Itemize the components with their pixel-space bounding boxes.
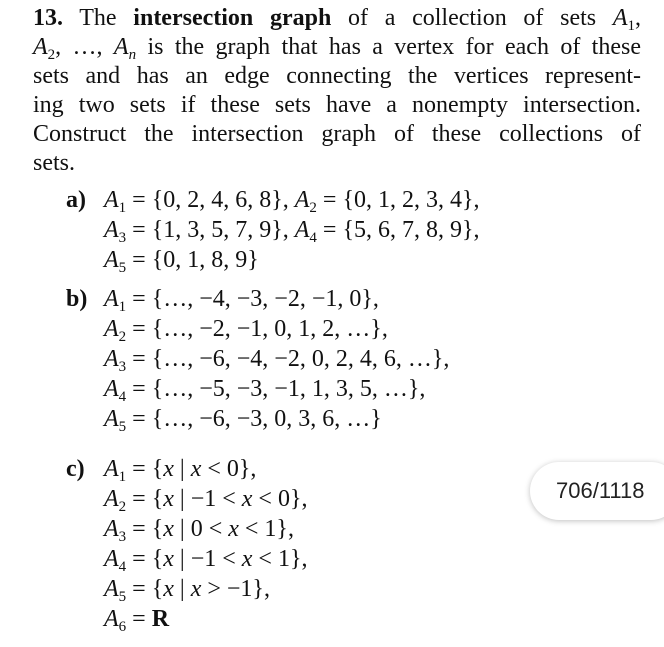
- part-a-line-2: $A_3 = \{1$, 3, 5, 7, 9}, $A_4 = \{5$, 6, 7, 8, 9},: [104, 217, 480, 246]
- problem-statement: [33, 4, 641, 178]
- problem-line-1: 13. The intersection graph of a collection of sets $A_1$,: [33, 5, 642, 34]
- problem-line-5: Construct the intersection graph of these collections of: [33, 121, 641, 147]
- problem-number: 13.: [33, 5, 63, 31]
- part-c-label: c): [66, 456, 85, 482]
- part-b-line-4: $A_4$ = {…, −5, −3, −1, 1, 3, 5, …},: [104, 376, 426, 405]
- part-c-line-3: $A_3 = \{x$ | 0 < x < 1},: [104, 516, 294, 545]
- part-a-label: a): [66, 187, 86, 213]
- part-c-line-5: $A_5 = \{x$ | x > −1},: [104, 576, 270, 605]
- key-term: intersection graph: [133, 5, 332, 31]
- part-a-line-1: $A_1 = \{0$, 2, 4, 6, 8}, $A_2 = \{0$, 1, 2, 3, 4},: [104, 187, 480, 216]
- problem-line-6: sets.: [33, 150, 75, 176]
- part-a-line-3: $A_5 = \{0$, 1, 8, 9}: [104, 247, 259, 276]
- part-b-line-3: $A_3$ = {…, −6, −4, −2, 0, 2, 4, 6, …},: [104, 346, 450, 375]
- part-c-line-6: $A_6 = R$: [104, 606, 170, 635]
- part-b-line-2: $A_2$ = {…, −2, −1, 0, 1, 2, …},: [104, 316, 388, 345]
- page-indicator-text: 706/1118: [556, 478, 645, 503]
- problem-line-4: ing two sets if these sets have a nonempty intersection.: [33, 92, 641, 118]
- part-c-line-2: $A_2 = \{x$ | −1 < x < 0},: [104, 486, 308, 515]
- part-c-line-4: $A_4 = \{x$ | −1 < x < 1},: [104, 546, 308, 575]
- problem-line-2: $A_2$, …, $A_n$ is the graph that has a vertex for each of these: [33, 34, 641, 63]
- part-b-label: b): [66, 286, 88, 312]
- problem-line-3: sets and has an edge connecting the vertices represent-: [33, 63, 641, 89]
- page-indicator-badge[interactable]: [530, 462, 664, 520]
- part-c-line-1: $A_1 = \{x$ | x < 0},: [104, 456, 257, 485]
- part-b-line-5: $A_5$ = {…, −6, −3, 0, 3, 6, …}: [104, 406, 382, 435]
- part-b-line-1: $A_1$ = {…, −4, −3, −2, −1, 0},: [104, 286, 379, 315]
